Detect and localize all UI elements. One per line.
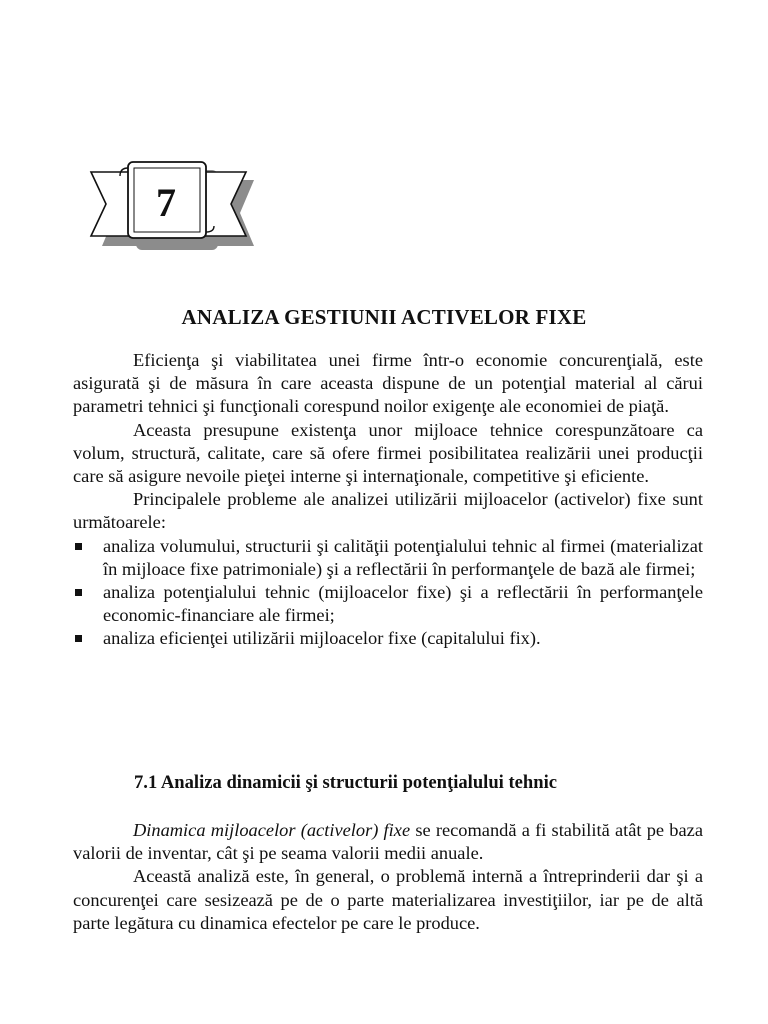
bullet-square-icon xyxy=(75,589,82,596)
chapter-ribbon-badge xyxy=(88,160,258,250)
intro-text xyxy=(73,349,703,651)
paragraph-analysis: Această analiză este, în general, o problemă internă a întreprinderii dar şi a concurenţei care sesizează pe de o parte materializarea investiţiilor, iar pe de altă parte legătura cu dinamica efectelor pe care le produce. xyxy=(73,866,703,933)
list-item: analiza potenţialului tehnic (mijloacelor fixe) şi a reflectării în performanţele economic-financiare ale firmei; xyxy=(73,581,703,627)
bullet-square-icon xyxy=(75,635,82,642)
problems-list xyxy=(73,535,703,651)
list-item: analiza eficienţei utilizării mijloacelor fixe (capitalului fix). xyxy=(73,627,703,650)
emphasis-term: Dinamica mijloacelor (activelor) fixe xyxy=(133,820,411,840)
section-text xyxy=(73,819,703,935)
paragraph-efficiency: Eficienţa şi viabilitatea unei firme într-o economie concurenţială, este asigurată şi de măsura în care aceasta dispune de un potenţial material al cărui parametri tehnici şi funcţionali corespund noilor exigenţe ale economiei de piaţă. xyxy=(73,350,703,417)
chapter-title: ANALIZA GESTIUNII ACTIVELOR FIXE xyxy=(181,305,587,329)
section-heading: 7.1 Analiza dinamicii şi structurii potenţialului tehnic xyxy=(134,772,558,793)
paragraph-requirements: Aceasta presupune existenţa unor mijloace tehnice corespunzătoare ca volum, structură, calitate, care să ofere firmei posibilitatea realizării unei producţii care să asigure nevoile pieţei interne şi internaţionale, competitive şi eficiente. xyxy=(73,419,703,487)
paragraph-problems: Principalele probleme ale analizei utilizării mijloacelor (activelor) fixe sunt următoarele: xyxy=(73,489,703,533)
list-item: analiza volumului, structurii şi calităţii potenţialului tehnic al firmei (materializat în mijloace fixe patrimoniale) şi a reflectării în performanţele de bază ale firmei; xyxy=(73,535,703,581)
paragraph-dynamics: Dinamica mijloacelor (activelor) fixe se recomandă a fi stabilită atât pe baza valorii de inventar, cât şi pe seama valorii medii anuale. xyxy=(73,820,703,864)
chapter-number: 7 xyxy=(156,180,176,225)
bullet-square-icon xyxy=(75,543,82,550)
